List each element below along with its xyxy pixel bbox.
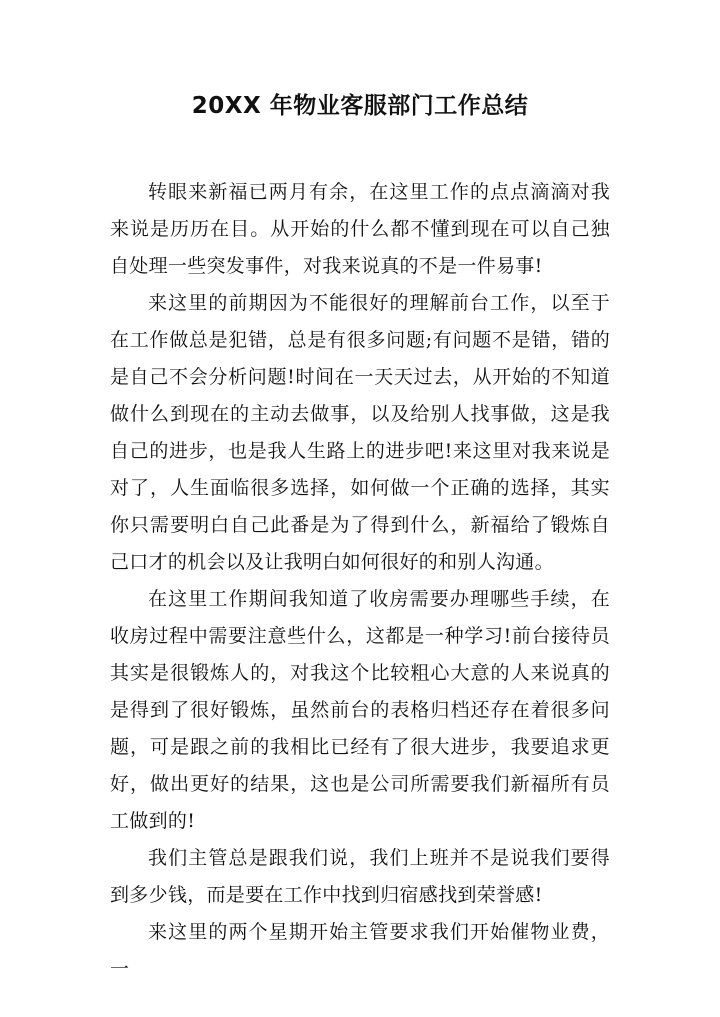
- paragraph: 来这里的前期因为不能很好的理解前台工作，以至于在工作做总是犯错，总是有很多问题;有问题不是错，错的是自己不会分析问题!时间在一天天过去，从开始的不知道做什么到现在的主动去做事，以及给别人找事做，这是我自己的进步，也是我人生路上的进步吧!来这里对我来说是对了，人生面临很多选择，如何做一个正确的选择，其实你只需要明白自己此番是为了得到什么，新福给了锻炼自己口才的机会以及让我明白如何很好的和别人沟通。: [110, 292, 610, 573]
- paragraph: 转眼来新福已两月有余，在这里工作的点点滴滴对我来说是历历在目。从开始的什么都不懂到现在可以自己独自处理一些突发事件，对我来说真的不是一件易事!: [110, 181, 610, 277]
- paragraph: 来这里的两个星期开始主管要求我们开始催物业费，一: [110, 921, 610, 980]
- paragraph: 在这里工作期间我知道了收房需要办理哪些手续，在收房过程中需要注意些什么，这都是一种学习!前台接待员其实是很锻炼人的，对我这个比较粗心大意的人来说真的是得到了很好锻炼，虽然前台的表格归档还存在着很多问题，可是跟之前的我相比已经有了很大进步，我要追求更好，做出更好的结果，这也是公司所需要我们新福所有员工做到的!: [110, 588, 610, 832]
- document-title: 20XX 年物业客服部门工作总结: [191, 93, 529, 119]
- document-body: [110, 174, 610, 988]
- paragraph: 我们主管总是跟我们说，我们上班并不是说我们要得到多少钱，而是要在工作中找到归宿感找到荣誉感!: [110, 847, 610, 906]
